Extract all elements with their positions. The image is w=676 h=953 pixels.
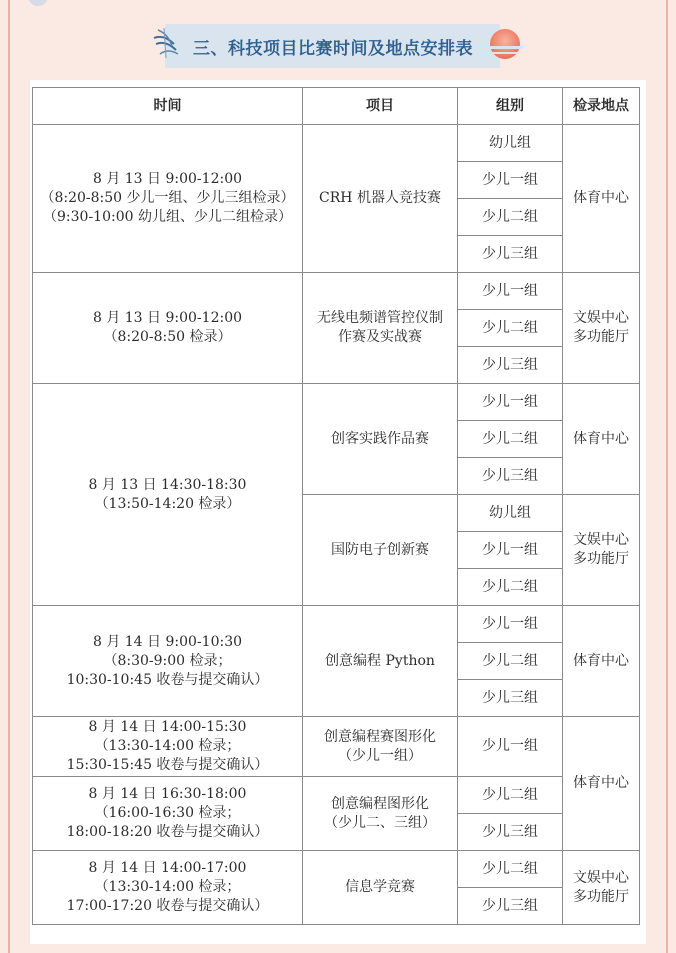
- table-row: [33, 384, 640, 421]
- group-cell: 少儿三组: [458, 814, 563, 851]
- group-cell: 少儿一组: [458, 717, 563, 777]
- table-row: [33, 777, 640, 814]
- bamboo-icon: [150, 24, 190, 64]
- group-cell: 少儿一组: [458, 273, 563, 310]
- venue-cell: 体育中心: [563, 717, 640, 851]
- time-cell: 8 月 14 日 14:00-15:30 （13:30-14:00 检录； 15:30-15:45 收卷与提交确认）: [33, 717, 303, 777]
- table-row: [33, 606, 640, 643]
- group-cell: 少儿三组: [458, 680, 563, 717]
- group-cell: 少儿一组: [458, 606, 563, 643]
- group-cell: 少儿一组: [458, 162, 563, 199]
- column-header-item: 项目: [303, 88, 458, 125]
- group-cell: 幼儿组: [458, 495, 563, 532]
- table-row: [33, 125, 640, 162]
- item-cell: 无线电频谱管控仪制 作赛及实战赛: [303, 273, 458, 384]
- group-cell: 少儿三组: [458, 888, 563, 925]
- schedule-table: [32, 87, 640, 925]
- group-cell: 幼儿组: [458, 125, 563, 162]
- group-cell: 少儿一组: [458, 384, 563, 421]
- item-cell: 创意编程图形化 （少儿二、三组）: [303, 777, 458, 851]
- sun-icon: [485, 26, 525, 66]
- time-cell: 8 月 14 日 14:00-17:00 （13:30-14:00 检录； 17:00-17:20 收卷与提交确认）: [33, 851, 303, 925]
- item-cell: 创客实践作品赛: [303, 384, 458, 495]
- table-row: [33, 273, 640, 310]
- table-row: [33, 851, 640, 888]
- group-cell: 少儿三组: [458, 347, 563, 384]
- left-border-line: [8, 0, 10, 953]
- time-cell: 8 月 13 日 9:00-12:00 （8:20-8:50 检录）: [33, 273, 303, 384]
- right-border-line: [666, 0, 668, 953]
- column-header-time: 时间: [33, 88, 303, 125]
- column-header-group: 组别: [458, 88, 563, 125]
- venue-cell: 文娱中心 多功能厅: [563, 851, 640, 925]
- header-row: [33, 88, 640, 125]
- top-decoration: [28, 0, 48, 6]
- venue-cell: 体育中心: [563, 606, 640, 717]
- item-cell: 创意编程 Python: [303, 606, 458, 717]
- group-cell: 少儿二组: [458, 421, 563, 458]
- group-cell: 少儿二组: [458, 777, 563, 814]
- group-cell: 少儿二组: [458, 199, 563, 236]
- group-cell: 少儿三组: [458, 458, 563, 495]
- group-cell: 少儿二组: [458, 851, 563, 888]
- group-cell: 少儿二组: [458, 569, 563, 606]
- group-cell: 少儿一组: [458, 532, 563, 569]
- venue-cell: 体育中心: [563, 125, 640, 273]
- time-cell: 8 月 13 日 9:00-12:00 （8:20-8:50 少儿一组、少儿三组检录） （9:30-10:00 幼儿组、少儿二组检录）: [33, 125, 303, 273]
- group-cell: 少儿二组: [458, 310, 563, 347]
- venue-cell: 文娱中心 多功能厅: [563, 273, 640, 384]
- item-cell: 创意编程赛图形化 （少儿一组）: [303, 717, 458, 777]
- group-cell: 少儿三组: [458, 236, 563, 273]
- venue-cell: 文娱中心 多功能厅: [563, 495, 640, 606]
- table-row: [33, 717, 640, 777]
- time-cell: 8 月 13 日 14:30-18:30 （13:50-14:20 检录）: [33, 384, 303, 606]
- item-cell: CRH 机器人竞技赛: [303, 125, 458, 273]
- time-cell: 8 月 14 日 9:00-10:30 （8:30-9:00 检录； 10:30-10:45 收卷与提交确认）: [33, 606, 303, 717]
- venue-cell: 体育中心: [563, 384, 640, 495]
- time-cell: 8 月 14 日 16:30-18:00 （16:00-16:30 检录； 18:00-18:20 收卷与提交确认）: [33, 777, 303, 851]
- group-cell: 少儿二组: [458, 643, 563, 680]
- item-cell: 信息学竞赛: [303, 851, 458, 925]
- section-title: 三、科技项目比赛时间及地点安排表: [193, 39, 473, 59]
- column-header-venue: 检录地点: [563, 88, 640, 125]
- item-cell: 国防电子创新赛: [303, 495, 458, 606]
